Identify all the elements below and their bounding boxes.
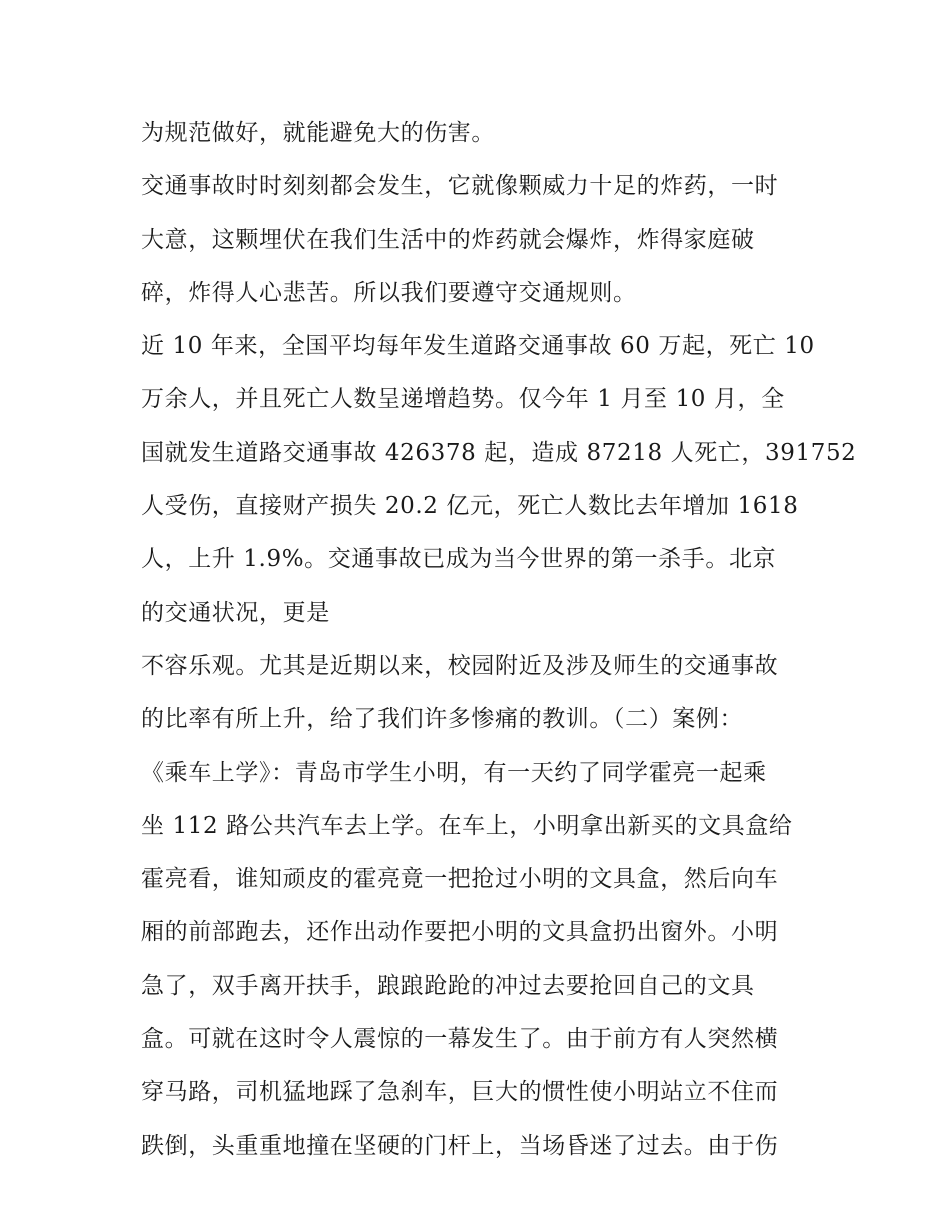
body-text: [141, 107, 857, 1173]
text-line: 大意，这颗埋伏在我们生活中的炸药就会爆炸，炸得家庭破: [141, 226, 755, 253]
text-line: 交通事故时时刻刻都会发生，它就像颗威力十足的炸药，一时: [141, 173, 779, 200]
text-line: 近 10 年来，全国平均每年发生道路交通事故 60 万起，死亡 10: [141, 333, 815, 360]
text-line: 的交通状况，更是: [141, 599, 330, 626]
text-line: 的比率有所上升，给了我们许多惨痛的教训。（二）案例：: [141, 706, 744, 733]
text-line: 盒。可就在这时令人震惊的一幕发生了。由于前方有人突然横: [141, 1026, 779, 1053]
text-line: 人受伤，直接财产损失 20.2 亿元，死亡人数比去年增加 1618: [141, 493, 799, 520]
text-line: 急了，双手离开扶手，踉踉跄跄的冲过去要抢回自己的文具: [141, 972, 755, 999]
text-line: 人，上升 1.9%。交通事故已成为当今世界的第一杀手。北京: [141, 546, 777, 573]
text-line: 碎，炸得人心悲苦。所以我们要遵守交通规则。: [141, 279, 637, 306]
text-line: 万余人，并且死亡人数呈递增趋势。仅今年 1 月至 10 月，全: [141, 386, 785, 413]
text-line: 《乘车上学》：青岛市学生小明，有一天约了同学霍亮一起乘: [141, 759, 767, 786]
text-line: 为规范做好，就能避免大的伤害。: [141, 120, 495, 146]
text-line: 厢的前部跑去，还作出动作要把小明的文具盒扔出窗外。小明: [141, 919, 779, 946]
text-line: 跌倒，头重重地撞在坚硬的门杆上，当场昏迷了过去。由于伤: [141, 1132, 779, 1159]
text-line: 不容乐观。尤其是近期以来，校园附近及涉及师生的交通事故: [141, 652, 779, 679]
text-line: 穿马路，司机猛地踩了急刹车，巨大的惯性使小明站立不住而: [141, 1079, 779, 1106]
text-line: 霍亮看，谁知顽皮的霍亮竟一把抢过小明的文具盒，然后向车: [141, 866, 779, 893]
text-line: 国就发生道路交通事故 426378 起，造成 87218 人死亡，391752: [141, 439, 857, 466]
text-line: 坐 112 路公共汽车去上学。在车上，小明拿出新买的文具盒给: [141, 812, 793, 839]
